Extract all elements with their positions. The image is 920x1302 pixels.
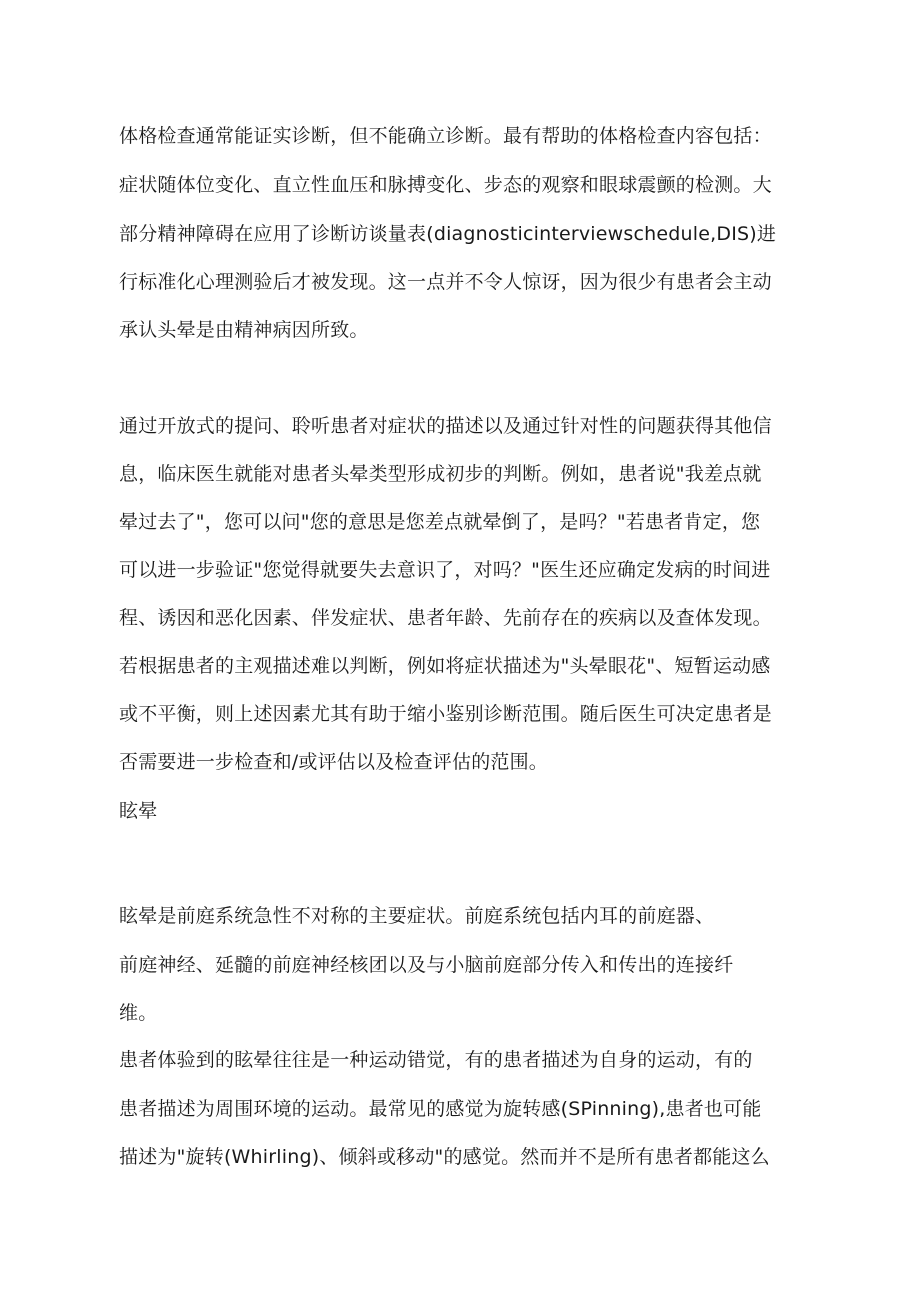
paragraph-4-line: 患者体验到的眩晕往往是一种运动错觉，有的患者描述为自身的运动，有的 [119,1049,753,1071]
paragraph-3-line: 维。 [119,1002,158,1024]
paragraph-1-line: 行标准化心理测验后才被发现。这一点并不令人惊讶，因为很少有患者会主动 [119,271,772,293]
paragraph-4-line: 描述为"旋转(Whirling)、倾斜或移动"的感觉。然而并不是所有患者都能这么 [119,1146,770,1168]
paragraph-1-line: 体格检查通常能证实诊断，但不能确立诊断。最有帮助的体格检查内容包括： [119,125,772,147]
paragraph-1-line: 承认头晕是由精神病因所致。 [119,319,369,341]
paragraph-3-line: 眩晕是前庭系统急性不对称的主要症状。前庭系统包括内耳的前庭器、 [119,905,715,927]
paragraph-1-line: 症状随体位变化、直立性血压和脉搏变化、步态的观察和眼球震颤的检测。大 [119,174,772,196]
paragraph-2-line: 若根据患者的主观描述难以判断，例如将症状描述为"头晕眼花"、短暂运动感 [119,655,771,677]
paragraph-3-line: 前庭神经、延髓的前庭神经核团以及与小脑前庭部分传入和传出的连接纤 [119,954,734,976]
section-heading: 眩晕 [119,800,158,822]
paragraph-2-line: 息，临床医生就能对患者头晕类型形成初步的判断。例如，患者说"我差点就 [119,463,762,485]
paragraph-2-line: 通过开放式的提问、聆听患者对症状的描述以及通过针对性的问题获得其他信 [119,415,772,437]
paragraph-2-line: 否需要进一步检查和/或评估以及检查评估的范围。 [119,751,549,773]
paragraph-2-line: 程、诱因和恶化因素、伴发症状、患者年龄、先前存在的疾病以及查体发现。 [119,607,772,629]
paragraph-4-line: 患者描述为周围环境的运动。最常见的感觉为旋转感(SPinning),患者也可能 [119,1098,762,1120]
paragraph-2-line: 或不平衡，则上述因素尤其有助于缩小鉴别诊断范围。随后医生可决定患者是 [119,703,772,725]
paragraph-1-line: 部分精神障碍在应用了诊断访谈量表(diagnosticinterviewschedule,DIS)进 [119,223,777,245]
paragraph-2-line: 可以进一步验证"您觉得就要失去意识了，对吗？"医生还应确定发病的时间进 [119,559,771,581]
paragraph-2-line: 晕过去了"，您可以问"您的意思是您差点就晕倒了，是吗？"若患者肯定，您 [119,511,761,533]
